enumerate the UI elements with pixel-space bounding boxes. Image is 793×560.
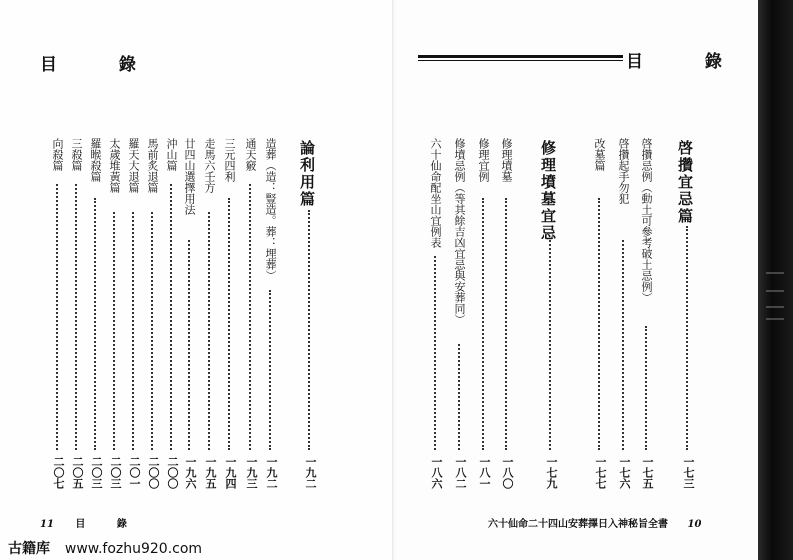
- watermark-site: 古籍库: [8, 541, 50, 557]
- toc-page-number: 一九四: [224, 456, 237, 489]
- toc-entry[interactable]: 廿四山選擇用法: [183, 138, 196, 215]
- toc-entry[interactable]: 六十仙命配坐山宜例表: [429, 138, 442, 248]
- scan-edge-shadow: [758, 0, 793, 560]
- toc-page-number: 一八一: [478, 456, 491, 489]
- toc-page-number: 一七九: [545, 456, 558, 489]
- leader-dots: [151, 212, 154, 450]
- toc-heading-qizan[interactable]: 啓攢宜忌篇: [676, 140, 694, 225]
- leader-dots: [132, 212, 135, 450]
- toc-page-number: 二〇三: [90, 456, 103, 489]
- right-page-footer: [488, 515, 701, 530]
- toc-entry[interactable]: 修墳忌例（等其餘吉凶宜忌與安葬同）: [453, 138, 466, 325]
- toc-entry[interactable]: 羅睺殺篇: [89, 138, 102, 182]
- leader-dots: [208, 212, 211, 450]
- toc-entry[interactable]: 改墓篇: [593, 138, 606, 171]
- leader-dots: [56, 184, 59, 450]
- toc-heading-xiuli[interactable]: 修理墳墓宜忌: [539, 140, 557, 242]
- toc-page-number: 一九二: [304, 456, 317, 489]
- toc-entry[interactable]: 沖山篇: [165, 138, 178, 171]
- leader-dots: [249, 184, 252, 450]
- toc-entry[interactable]: 三元四利: [223, 138, 236, 182]
- toc-entry[interactable]: 向殺篇: [51, 138, 64, 171]
- toc-page-number: 二〇一: [128, 456, 141, 489]
- toc-page-number: 二〇三: [109, 456, 122, 489]
- toc-page-number: 二〇七: [52, 456, 65, 489]
- toc-entry[interactable]: 馬前炙退篇: [146, 138, 159, 193]
- toc-page-number: 二〇五: [71, 456, 84, 489]
- leader-dots: [598, 198, 601, 450]
- leader-dots: [505, 198, 508, 450]
- toc-entry[interactable]: 太歲堆黃篇: [108, 138, 121, 193]
- toc-page-number: 一八〇: [501, 456, 514, 489]
- scan-artifact: [766, 318, 784, 320]
- left-page: [0, 0, 396, 560]
- toc-entry[interactable]: 啓攢起手勿犯: [617, 138, 630, 204]
- book-title: 六十仙命二十四山安葬擇日入神秘旨全書: [488, 519, 668, 530]
- toc-entry[interactable]: 修理墳墓: [500, 138, 513, 182]
- left-page-footer: [40, 515, 141, 530]
- left-page-header: 目 錄: [40, 55, 164, 75]
- leader-dots: [686, 226, 689, 450]
- leader-dots: [188, 240, 191, 450]
- page-number: 10: [687, 519, 702, 530]
- scan-artifact: [766, 272, 784, 274]
- toc-page-number: 一九三: [245, 456, 258, 489]
- leader-dots: [113, 212, 116, 450]
- toc-page-number: 一九五: [204, 456, 217, 489]
- leader-dots: [94, 198, 97, 450]
- toc-entry[interactable]: 啓攢忌例（動土可參考破土忌例）: [640, 138, 653, 303]
- right-page: [396, 0, 793, 560]
- leader-dots: [645, 326, 648, 450]
- toc-page-number: 一八二: [454, 456, 467, 489]
- leader-dots: [434, 256, 437, 450]
- leader-dots: [458, 344, 461, 450]
- toc-page-number: 一七三: [682, 456, 695, 489]
- running-head: 目 錄: [75, 519, 141, 530]
- site-watermark: [8, 538, 202, 558]
- toc-entry[interactable]: 通天竅: [244, 138, 257, 171]
- toc-entry[interactable]: 造葬（造：豎造。葬：埋葬）: [264, 138, 277, 281]
- toc-page-number: 一七五: [641, 456, 654, 489]
- toc-page-number: 一九二: [265, 456, 278, 489]
- scan-artifact: [766, 306, 784, 308]
- toc-entry[interactable]: 三殺篇: [70, 138, 83, 171]
- watermark-url[interactable]: www.fozhu920.com: [64, 541, 203, 557]
- leader-dots: [308, 210, 311, 450]
- right-page-header: 目 錄: [626, 52, 750, 72]
- scan-artifact: [766, 290, 784, 292]
- toc-page-number: 一九六: [184, 456, 197, 489]
- toc-page-number: 一七六: [618, 456, 631, 489]
- toc-heading-lunliyong[interactable]: 論利用篇: [298, 140, 316, 208]
- leader-dots: [549, 240, 552, 450]
- leader-dots: [170, 184, 173, 450]
- toc-entry[interactable]: 羅天大退篇: [127, 138, 140, 193]
- header-rule: [418, 55, 623, 58]
- toc-page-number: 一七七: [594, 456, 607, 489]
- page-number: 11: [40, 519, 54, 530]
- toc-entry[interactable]: 修理宜例: [477, 138, 490, 182]
- toc-page-number: 一八六: [430, 456, 443, 489]
- leader-dots: [75, 184, 78, 450]
- toc-page-number: 二〇〇: [147, 456, 160, 489]
- leader-dots: [482, 198, 485, 450]
- leader-dots: [622, 240, 625, 450]
- toc-page-number: 二〇〇: [166, 456, 179, 489]
- leader-dots: [269, 290, 272, 450]
- leader-dots: [228, 198, 231, 450]
- toc-entry[interactable]: 走馬六壬方: [203, 138, 216, 193]
